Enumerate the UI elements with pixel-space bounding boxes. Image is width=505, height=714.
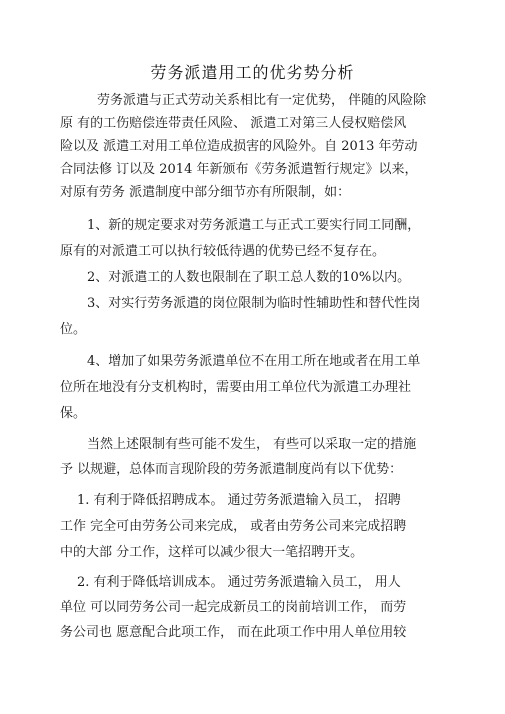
- body-line: 原有的对派遣工可以执行较低待遇的优势已经不复存在。: [60, 244, 386, 259]
- body-line: 2. 有利于降低培训成本。 通过劳务派遣输入员工， 用人: [77, 575, 401, 590]
- body-line: 1. 有利于降低招聘成本。 通过劳务派遣输入员工， 招聘: [77, 493, 401, 508]
- body-line: 工作 完全可由劳务公司来完成， 或者由劳务公司来完成招聘: [60, 519, 407, 534]
- body-line: 险以及 派遣工对用工单位造成损害的风险外。自 2013 年劳动: [60, 139, 418, 154]
- body-line: 对原有劳务 派遣制度中部分细节亦有所限制，如：: [60, 185, 351, 200]
- body-line: 4、增加了如果劳务派遣单位不在用工所在地或者在用工单: [87, 354, 421, 369]
- body-line: 劳务派遣与正式劳动关系相比有一定优势， 伴随的风险除: [97, 93, 427, 108]
- body-line: 当然上述限制有些可能不发生， 有些可以采取一定的措施: [87, 437, 417, 452]
- body-line: 位。: [60, 322, 87, 337]
- body-line: 单位 可以同劳务公司一起完成新员工的岗前培训工作， 而劳: [60, 600, 407, 615]
- body-line: 保。: [60, 406, 87, 421]
- body-line: 合同法修 订以及 2014 年新颁布《劳务派遣暂行规定》以来，: [60, 162, 418, 177]
- body-line: 务公司也 愿意配合此项工作， 而在此项工作中用人单位用较: [60, 625, 407, 640]
- body-line: 2、对派遣工的人数也限制在了职工总人数的10%以内。: [87, 270, 411, 285]
- body-line: 位所在地没有分支机构时，需要由用工单位代为派遣工办理社: [60, 380, 412, 395]
- document-title: 劳务派遣用工的优劣势分析: [150, 63, 355, 82]
- body-line: 予 以规避，总体而言现阶段的劳务派遣制度尚有以下优势：: [60, 462, 403, 477]
- body-line: 1、新的规定要求对劳务派遣工与正式工要实行同工同酬，: [87, 218, 421, 233]
- body-line: 中的大部 分工作，这样可以减少很大一笔招聘开支。: [60, 545, 364, 560]
- body-line: 原 有的工伤赔偿连带责任风险、 派遣工对第三人侵权赔偿风: [60, 116, 407, 131]
- body-line: 3、对实行劳务派遣的岗位限制为临时性辅助性和替代性岗: [87, 296, 421, 311]
